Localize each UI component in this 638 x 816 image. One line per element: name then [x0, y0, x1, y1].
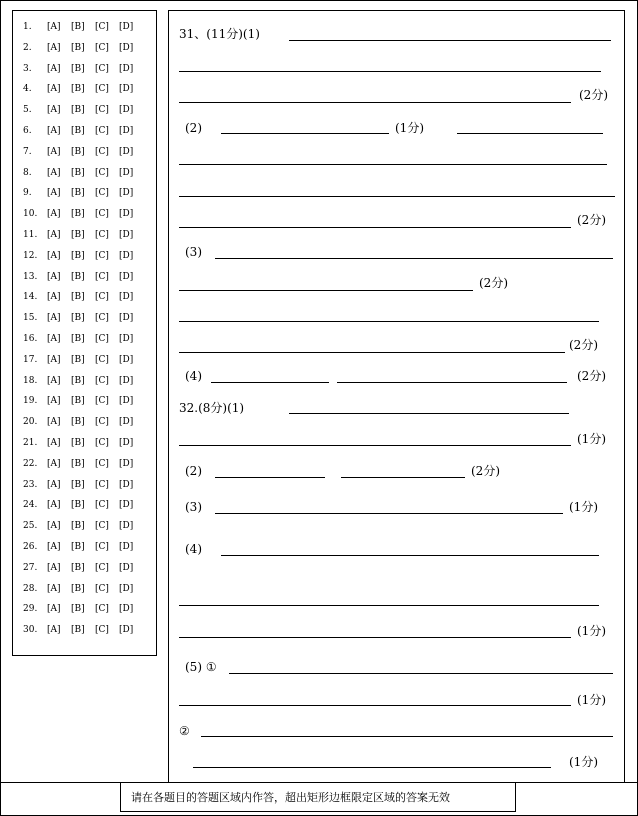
- choice-row: [23, 333, 143, 345]
- answer-line[interactable]: [179, 71, 601, 72]
- choice-option-c[interactable]: [C]: [95, 396, 109, 407]
- choice-option-c[interactable]: [C]: [95, 458, 109, 469]
- choice-option-b[interactable]: [B]: [71, 354, 85, 365]
- choice-option-a[interactable]: [A]: [47, 417, 61, 428]
- question-number: 26.: [23, 542, 38, 552]
- answer-line[interactable]: [179, 227, 571, 228]
- choice-option-a[interactable]: [A]: [47, 146, 61, 157]
- answer-line[interactable]: [289, 40, 611, 41]
- choice-option-b[interactable]: [B]: [71, 458, 85, 469]
- choice-row: [23, 104, 143, 116]
- choice-row: [23, 312, 143, 324]
- choice-option-b[interactable]: [B]: [71, 375, 85, 386]
- choice-option-b[interactable]: [B]: [71, 230, 85, 240]
- question-number: 28.: [23, 583, 38, 594]
- choice-option-d[interactable]: [D]: [119, 126, 134, 136]
- question-number: 24.: [23, 500, 38, 511]
- choice-option-a[interactable]: [A]: [47, 458, 61, 469]
- score-label: (1分): [577, 624, 606, 638]
- choice-row: [23, 167, 143, 179]
- answer-line[interactable]: [193, 767, 551, 768]
- choice-option-c[interactable]: [C]: [95, 271, 109, 282]
- question-number: 17.: [23, 354, 38, 365]
- q31-header: 31、(11分)(1): [179, 27, 260, 41]
- choice-option-a[interactable]: [A]: [47, 63, 61, 74]
- choice-option-b[interactable]: [B]: [71, 500, 85, 511]
- choice-option-d[interactable]: [D]: [119, 438, 134, 448]
- choice-row: [23, 146, 143, 158]
- choice-row: [23, 541, 143, 553]
- choice-row: [23, 21, 143, 33]
- choice-option-c[interactable]: [C]: [95, 313, 109, 324]
- choice-option-a[interactable]: [A]: [47, 42, 61, 53]
- choice-option-d[interactable]: [D]: [119, 250, 134, 261]
- choice-option-a[interactable]: [A]: [47, 334, 61, 344]
- choice-option-d[interactable]: [D]: [119, 105, 134, 116]
- score-label: (2分): [577, 369, 606, 383]
- choice-option-c[interactable]: [C]: [95, 42, 109, 53]
- choice-option-c[interactable]: [C]: [95, 209, 109, 220]
- choice-option-d[interactable]: [D]: [119, 479, 134, 490]
- choice-option-a[interactable]: [A]: [47, 292, 61, 303]
- choice-option-b[interactable]: [B]: [71, 22, 85, 32]
- choice-option-a[interactable]: [A]: [47, 625, 61, 636]
- footer-notice: 请在各题目的答题区域内作答，超出矩形边框限定区域的答案无效: [120, 782, 516, 812]
- choice-option-c[interactable]: [C]: [95, 250, 109, 261]
- choice-option-b[interactable]: [B]: [71, 417, 85, 428]
- score-label: (1分): [577, 693, 606, 707]
- choice-option-a[interactable]: [A]: [47, 500, 61, 511]
- choice-option-c[interactable]: [C]: [95, 354, 109, 365]
- choice-option-c[interactable]: [C]: [95, 375, 109, 386]
- choice-option-b[interactable]: [B]: [71, 583, 85, 594]
- choice-option-b[interactable]: [B]: [71, 396, 85, 407]
- answer-line[interactable]: [221, 555, 599, 556]
- choice-option-a[interactable]: [A]: [47, 209, 61, 220]
- choice-option-b[interactable]: [B]: [71, 63, 85, 74]
- question-number: 19.: [23, 396, 38, 407]
- choice-option-d[interactable]: [D]: [119, 396, 134, 407]
- choice-option-d[interactable]: [D]: [119, 188, 134, 199]
- question-number: 23.: [23, 479, 38, 490]
- question-number: 10.: [23, 209, 38, 220]
- choice-option-a[interactable]: [A]: [47, 313, 61, 324]
- q32-header: 32.(8分)(1): [179, 401, 245, 415]
- choice-option-d[interactable]: [D]: [119, 604, 134, 615]
- choice-option-a[interactable]: [A]: [47, 105, 61, 116]
- score-label: (1分): [577, 432, 606, 446]
- question-number: 1.: [23, 22, 32, 32]
- answer-line[interactable]: [179, 705, 571, 706]
- choice-option-c[interactable]: [C]: [95, 521, 109, 532]
- choice-option-b[interactable]: [B]: [71, 313, 85, 324]
- choice-option-c[interactable]: [C]: [95, 167, 109, 178]
- choice-option-c[interactable]: [C]: [95, 146, 109, 157]
- choice-option-b[interactable]: [B]: [71, 479, 85, 490]
- choice-option-c[interactable]: [C]: [95, 126, 109, 136]
- question-number: 14.: [23, 292, 38, 303]
- choice-row: [23, 624, 143, 636]
- choice-option-d[interactable]: [D]: [119, 42, 134, 53]
- answer-line[interactable]: [179, 637, 571, 638]
- question-number: 4.: [23, 84, 32, 95]
- choice-option-c[interactable]: [C]: [95, 292, 109, 303]
- choice-option-d[interactable]: [D]: [119, 209, 134, 220]
- answer-line[interactable]: [457, 133, 603, 134]
- choice-option-d[interactable]: [D]: [119, 146, 134, 157]
- choice-option-d[interactable]: [D]: [119, 521, 134, 532]
- score-label: (2分): [569, 338, 598, 352]
- choice-option-c[interactable]: [C]: [95, 583, 109, 594]
- written-answer-area: [168, 10, 625, 783]
- choice-option-b[interactable]: [B]: [71, 42, 85, 53]
- answer-line[interactable]: [289, 413, 569, 414]
- choice-option-a[interactable]: [A]: [47, 521, 61, 532]
- choice-row: [23, 499, 143, 511]
- answer-line[interactable]: [179, 352, 565, 353]
- choice-option-c[interactable]: [C]: [95, 63, 109, 74]
- choice-option-b[interactable]: [B]: [71, 292, 85, 303]
- question-number: 12.: [23, 250, 38, 261]
- choice-row: [23, 291, 143, 303]
- choice-row: [23, 437, 143, 449]
- choice-option-d[interactable]: [D]: [119, 22, 134, 32]
- choice-option-c[interactable]: [C]: [95, 479, 109, 490]
- question-number: 9.: [23, 188, 32, 199]
- choice-option-b[interactable]: [B]: [71, 334, 85, 344]
- choice-option-a[interactable]: [A]: [47, 188, 61, 199]
- choice-option-a[interactable]: [A]: [47, 604, 61, 615]
- choice-row: [23, 375, 143, 387]
- answer-line[interactable]: [211, 382, 329, 383]
- choice-option-d[interactable]: [D]: [119, 84, 134, 95]
- choice-option-c[interactable]: [C]: [95, 334, 109, 344]
- choice-option-d[interactable]: [D]: [119, 313, 134, 324]
- choice-row: [23, 603, 143, 615]
- question-number: 7.: [23, 146, 32, 157]
- question-number: 21.: [23, 438, 38, 448]
- choice-option-c[interactable]: [C]: [95, 84, 109, 95]
- choice-answer-grid: [12, 10, 157, 656]
- q31-part-4: (4): [185, 369, 202, 383]
- question-number: 8.: [23, 167, 32, 178]
- q31-part-2: (2): [185, 121, 202, 135]
- choice-option-d[interactable]: [D]: [119, 583, 134, 594]
- choice-row: [23, 63, 143, 75]
- choice-option-a[interactable]: [A]: [47, 396, 61, 407]
- choice-row: [23, 187, 143, 199]
- choice-option-a[interactable]: [A]: [47, 438, 61, 448]
- choice-option-d[interactable]: [D]: [119, 458, 134, 469]
- choice-option-d[interactable]: [D]: [119, 417, 134, 428]
- choice-option-b[interactable]: [B]: [71, 521, 85, 532]
- choice-row: [23, 125, 143, 137]
- choice-option-d[interactable]: [D]: [119, 292, 134, 303]
- choice-option-a[interactable]: [A]: [47, 479, 61, 490]
- choice-option-d[interactable]: [D]: [119, 230, 134, 240]
- choice-option-a[interactable]: [A]: [47, 167, 61, 178]
- choice-option-a[interactable]: [A]: [47, 354, 61, 365]
- choice-option-b[interactable]: [B]: [71, 188, 85, 199]
- answer-line[interactable]: [179, 102, 571, 103]
- choice-option-b[interactable]: [B]: [71, 209, 85, 220]
- question-number: 2.: [23, 42, 32, 53]
- choice-option-a[interactable]: [A]: [47, 250, 61, 261]
- choice-option-d[interactable]: [D]: [119, 354, 134, 365]
- choice-row: [23, 416, 143, 428]
- choice-option-c[interactable]: [C]: [95, 188, 109, 199]
- choice-option-c[interactable]: [C]: [95, 105, 109, 116]
- answer-line[interactable]: [179, 196, 615, 197]
- answer-line[interactable]: [215, 258, 613, 259]
- answer-line[interactable]: [341, 477, 465, 478]
- choice-option-b[interactable]: [B]: [71, 126, 85, 136]
- choice-option-b[interactable]: [B]: [71, 604, 85, 615]
- choice-row: [23, 42, 143, 54]
- choice-option-c[interactable]: [C]: [95, 625, 109, 636]
- choice-option-c[interactable]: [C]: [95, 542, 109, 552]
- q32-part-3: (3): [185, 500, 202, 514]
- choice-option-b[interactable]: [B]: [71, 271, 85, 282]
- q32-part-2: (2): [185, 464, 202, 478]
- question-number: 5.: [23, 105, 32, 116]
- question-number: 6.: [23, 126, 32, 136]
- choice-option-a[interactable]: [A]: [47, 22, 61, 32]
- score-label: (2分): [579, 88, 608, 102]
- choice-row: [23, 354, 143, 366]
- answer-line[interactable]: [179, 290, 473, 291]
- choice-row: [23, 271, 143, 283]
- question-number: 20.: [23, 417, 38, 428]
- choice-option-a[interactable]: [A]: [47, 230, 61, 240]
- choice-option-d[interactable]: [D]: [119, 375, 134, 386]
- score-label: (2分): [471, 464, 500, 478]
- question-number: 13.: [23, 271, 38, 282]
- q32-part-5-item-2: ②: [179, 724, 190, 738]
- choice-option-b[interactable]: [B]: [71, 542, 85, 552]
- answer-line[interactable]: [179, 605, 599, 606]
- choice-option-c[interactable]: [C]: [95, 417, 109, 428]
- q32-part-4: (4): [185, 542, 202, 556]
- answer-line[interactable]: [215, 477, 325, 478]
- choice-option-b[interactable]: [B]: [71, 105, 85, 116]
- answer-line[interactable]: [179, 445, 571, 446]
- score-label: (1分): [569, 500, 598, 514]
- choice-option-d[interactable]: [D]: [119, 542, 134, 552]
- choice-option-c[interactable]: [C]: [95, 230, 109, 240]
- choice-option-b[interactable]: [B]: [71, 167, 85, 178]
- answer-line[interactable]: [179, 164, 607, 165]
- choice-row: [23, 395, 143, 407]
- choice-row: [23, 83, 143, 95]
- answer-line[interactable]: [201, 736, 613, 737]
- answer-line[interactable]: [221, 133, 389, 134]
- question-number: 29.: [23, 604, 38, 615]
- choice-option-d[interactable]: [D]: [119, 500, 134, 511]
- question-number: 11.: [23, 230, 38, 240]
- question-number: 25.: [23, 521, 38, 532]
- choice-option-a[interactable]: [A]: [47, 271, 61, 282]
- answer-line[interactable]: [229, 673, 613, 674]
- choice-row: [23, 250, 143, 262]
- choice-option-b[interactable]: [B]: [71, 84, 85, 95]
- answer-line[interactable]: [179, 321, 599, 322]
- choice-option-a[interactable]: [A]: [47, 84, 61, 95]
- question-number: 15.: [23, 313, 38, 324]
- choice-row: [23, 520, 143, 532]
- score-label: (2分): [479, 276, 508, 290]
- choice-option-d[interactable]: [D]: [119, 167, 134, 178]
- choice-option-b[interactable]: [B]: [71, 625, 85, 636]
- q32-part-5: (5) ①: [185, 660, 217, 674]
- question-number: 27.: [23, 562, 38, 573]
- choice-option-b[interactable]: [B]: [71, 250, 85, 261]
- choice-option-c[interactable]: [C]: [95, 22, 109, 32]
- choice-option-b[interactable]: [B]: [71, 146, 85, 157]
- question-number: 3.: [23, 63, 32, 74]
- q31-part-3: (3): [185, 245, 202, 259]
- answer-line[interactable]: [215, 513, 563, 514]
- choice-option-d[interactable]: [D]: [119, 625, 134, 636]
- score-label: (1分): [395, 121, 424, 135]
- choice-option-a[interactable]: [A]: [47, 126, 61, 136]
- question-number: 18.: [23, 375, 38, 386]
- choice-option-d[interactable]: [D]: [119, 271, 134, 282]
- score-label: (2分): [577, 213, 606, 227]
- choice-option-d[interactable]: [D]: [119, 334, 134, 344]
- answer-line[interactable]: [337, 382, 567, 383]
- score-label: (1分): [569, 755, 598, 769]
- choice-option-a[interactable]: [A]: [47, 542, 61, 552]
- question-number: 16.: [23, 334, 38, 344]
- choice-row: [23, 229, 143, 241]
- choice-option-d[interactable]: [D]: [119, 562, 134, 573]
- choice-row: [23, 208, 143, 220]
- choice-row: [23, 562, 143, 574]
- choice-option-b[interactable]: [B]: [71, 562, 85, 573]
- choice-option-b[interactable]: [B]: [71, 438, 85, 448]
- choice-option-a[interactable]: [A]: [47, 583, 61, 594]
- choice-option-c[interactable]: [C]: [95, 438, 109, 448]
- choice-option-c[interactable]: [C]: [95, 500, 109, 511]
- choice-option-a[interactable]: [A]: [47, 375, 61, 386]
- question-number: 22.: [23, 458, 38, 469]
- choice-option-c[interactable]: [C]: [95, 562, 109, 573]
- choice-option-a[interactable]: [A]: [47, 562, 61, 573]
- choice-row: [23, 458, 143, 470]
- choice-row: [23, 583, 143, 595]
- choice-option-d[interactable]: [D]: [119, 63, 134, 74]
- choice-option-c[interactable]: [C]: [95, 604, 109, 615]
- question-number: 30.: [23, 625, 38, 636]
- choice-row: [23, 479, 143, 491]
